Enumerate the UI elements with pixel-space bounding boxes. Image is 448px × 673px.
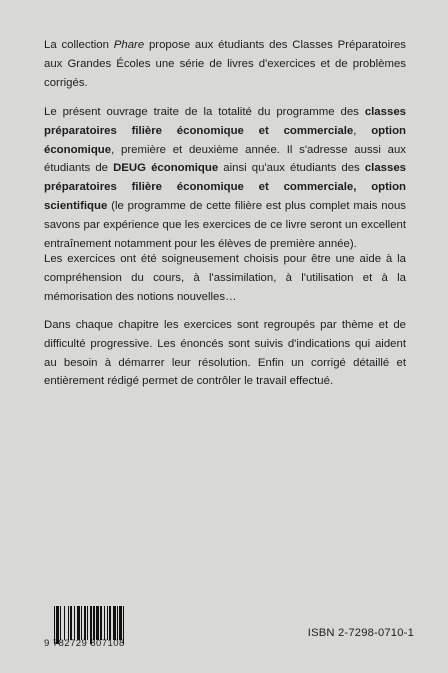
text-segment: ainsi qu'aux étudiants des xyxy=(218,162,365,175)
barcode-bar xyxy=(104,606,105,640)
isbn-number: ISBN 2-7298-0710-1 xyxy=(307,627,414,639)
text-segment: , première et deuxième année. Il s'adresse aussi aux étudiants de xyxy=(44,143,406,175)
barcode-bar xyxy=(60,606,61,640)
text-segment-italic: Phare xyxy=(113,39,145,51)
barcode-bar xyxy=(64,606,65,640)
barcode-bar xyxy=(117,606,118,640)
paragraph-chapitres xyxy=(44,316,406,391)
text-segment: (le programme de cette filière est plus complet mais nous savons par expérience que les exercices de ce livre seront un excellent entraînement notamment pour les élèves de première année). xyxy=(44,199,406,250)
paragraph-exercices xyxy=(44,250,406,306)
barcode xyxy=(44,604,128,650)
barcode-bar xyxy=(96,606,99,640)
text-segment: Les exercices ont été soigneusement choisis pour être une aide à la compréhension du cours, à l'assimilation, à l'utilisation et à la mémorisation des notions nouvelles… xyxy=(44,253,406,303)
paragraph-programme xyxy=(44,103,406,253)
barcode-bar xyxy=(84,606,85,640)
text-segment: Dans chaque chapitre les exercices sont regroupés par thème et de difficulté progressive. Les énoncés sont suivis d'indications qui aident au besoin à démarrer leur résolution. Enfin un corrigé détaillé et entièrement rédigé permet de contrôler le travail effectué. xyxy=(44,319,406,388)
paragraph-collection xyxy=(44,36,406,92)
barcode-bar xyxy=(74,606,75,640)
text-segment-bold: option économique xyxy=(44,124,406,156)
barcode-bar xyxy=(119,606,121,640)
barcode-bar xyxy=(107,606,108,640)
barcode-bar xyxy=(68,606,69,640)
text-segment: La collection xyxy=(44,39,114,51)
barcode-bar xyxy=(109,606,111,640)
text-segment-bold: classes préparatoires filière économique et commerciale, option scientifique xyxy=(44,162,407,212)
barcode-bar xyxy=(100,606,102,640)
barcode-bar xyxy=(113,606,116,640)
text-segment: propose aux étudiants des Classes Préparatoires aux Grandes Écoles une série de livres d'exercices et de problèmes corrigés. xyxy=(44,39,406,89)
text-segment: Le présent ouvrage traite de la totalité du programme des xyxy=(44,106,365,118)
barcode-bar xyxy=(93,606,94,640)
barcode-bar xyxy=(77,606,80,640)
barcode-bar xyxy=(81,606,82,640)
barcode-digits: 9 782729 807108 xyxy=(44,638,125,649)
text-segment: , xyxy=(353,124,372,137)
barcode-bar xyxy=(87,606,88,640)
text-segment-bold: DEUG économique xyxy=(113,162,219,175)
text-segment-bold: classes préparatoires filière économique et commerciale xyxy=(44,106,406,137)
barcode-bar xyxy=(70,606,72,640)
barcode-bars xyxy=(54,606,126,640)
